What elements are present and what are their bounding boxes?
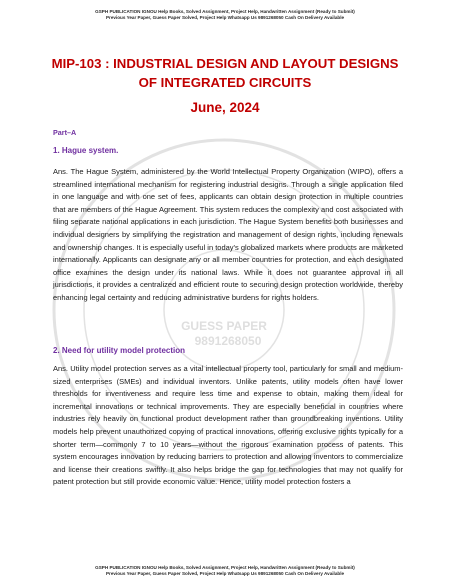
title-line-1: MIP-103 : INDUSTRIAL DESIGN AND LAYOUT DESIGNS (51, 56, 399, 71)
part-label: Part–A (53, 128, 77, 137)
section-body-1: Ans. The Hague System, administered by the World Intellectual Property Organization (WIPO), offers a streamlined international mechanism for registering industrial designs. Through a single application filed in one language and with one set of fees, applicants can obtain design protection in multiple countries that are members of the Hague Agreement. This system reduces the complexity and cost associated with filing separate national applications in each jurisdiction. The Hague System benefits both businesses and individual designers by simplifying the registration and management of design rights, including renewals and ownership changes. It is especially useful in today's globalized markets where products are marketed internationally. Applicants can designate any or all member countries for protection, and each designated office examines the design under its national laws. While it does not guarantee approval in all jurisdictions, it provides a centralized and efficient route to securing design protection worldwide, thereby enhancing legal certainty and reducing administrative burdens for rights holders. (53, 167, 403, 302)
header-banner-line-2: Previous Year Paper, Guess Paper Solved, Project Help Whatsapp Us 9891268050 Cash On Delivery Available (105, 15, 345, 20)
header-banner (0, 9, 450, 21)
exam-date: June, 2024 (190, 100, 260, 115)
watermark-guess-paper: GUESS PAPER (181, 319, 267, 333)
footer-banner-line-2: Previous Year Paper, Guess Paper Solved, Project Help Whatsapp Us 9891268050 Cash On Delivery Available (105, 571, 345, 576)
document-title (0, 54, 450, 92)
section-body-2: Ans. Utility model protection serves as a vital intellectual property tool, particularly for small and medium-sized enterprises (SMEs) and individual inventors. Unlike patents, utility models often have lower thresholds for inventiveness and require less time and expense to obtain, making them ideal for incremental innovations or technical improvements. They are especially beneficial in countries where industries rely heavily on functional product development rather than groundbreaking inventions. Utility models help prevent unauthorized copying of practical innovations, offering exclusive rights typically for a shorter term—commonly 7 to 10 years—without the rigorous examination process of patents. This system encourages innovation by reducing barriers to protection and allowing inventors to commercialize and license their creations swiftly. It also helps bridge the gap for technologies that may not qualify for patent protection but still provide economic value. Hence, utility model protection fosters a (53, 364, 403, 487)
title-line-2: OF INTEGRATED CIRCUITS (138, 75, 312, 90)
watermark-phone: 9891268050 (194, 334, 262, 348)
footer-banner (0, 565, 450, 577)
header-banner-line-1: GSPH PUBLICATION IGNOU Help Books, Solved Assignment, Project Help, Handwritten Assignment (Ready to Submit) (95, 9, 355, 14)
section-heading-2: 2. Need for utility model protection (53, 346, 186, 355)
footer-banner-line-1: GSPH PUBLICATION IGNOU Help Books, Solved Assignment, Project Help, Handwritten Assignment (Ready to Submit) (95, 565, 355, 570)
section-heading-1: 1. Hague system. (53, 146, 119, 155)
